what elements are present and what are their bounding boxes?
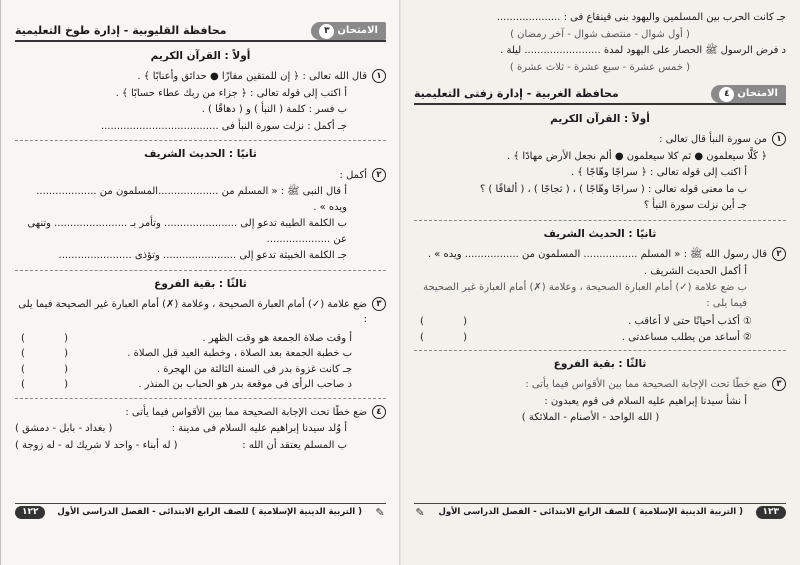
question-1: [414, 131, 786, 215]
exam-number: ٣: [319, 24, 334, 39]
answer-choices: ( الله الواحد - الأصنام - الملائكة ): [521, 412, 660, 424]
book-logo-icon: ✎: [375, 505, 385, 519]
question-number: ١: [372, 69, 386, 83]
sub-question: ب فسر : كلمة ( النبأ ) و ( دهاقًا ) .: [201, 104, 347, 116]
question-text: قال رسول الله ﷺ : « المسلم ................. المسلمون من ................. ويده » .: [427, 249, 767, 261]
question-text: من سورة النبأ قال تعالى :: [659, 134, 767, 146]
sub-question: جـ أكمل : نزلت سورة النبأ فى .....................................: [100, 120, 347, 132]
book-logo-icon: ✎: [415, 505, 425, 519]
question-number: ٣: [372, 297, 386, 311]
sub-question: جـ الكلمة الخبيثة تدعو إلى ....................... وتؤذى .......................: [58, 250, 347, 262]
divider: [15, 140, 386, 141]
answer-paren: ( ): [21, 348, 86, 360]
question-3: [15, 296, 386, 329]
question-number: ٣: [772, 377, 786, 391]
sub-question: أ اكتب إلى قوله تعالى : ﴿ سراجًا وهّاجًا ﴾ .: [570, 167, 747, 179]
true-false-row: ب خطبة الجمعة بعد الصلاة ، وخطبة العيد قبل الصلاة . ( ): [15, 346, 386, 362]
sub-question: د فرض الرسول ﷺ الحصار على اليهود لمدة ........................ ليلة .: [500, 45, 786, 56]
section-heading: ثالثًا : بقية الفروع: [553, 358, 647, 371]
sub-question: ب ضع علامة (✓) أمام العبارة الصحيحة ، وعلامة (✗) أمام العبارة غير الصحيحة فيما يلى :: [423, 282, 747, 309]
question-text: ضع خطًا تحت الإجابة الصحيحة مما بين الأقواس فيما يأتى :: [125, 406, 367, 418]
question-3: [414, 376, 786, 427]
section-heading: ثالثًا : بقية الفروع: [154, 277, 247, 290]
question-1: [15, 68, 386, 135]
divider: [414, 350, 786, 351]
answer-paren: ( ): [420, 316, 485, 328]
true-false-row: جـ كانت غزوة بدر فى السنة الثالثة من الهجرة . ( ): [15, 362, 386, 378]
exam-banner: [15, 22, 386, 42]
question-text: قال الله تعالى : ﴿ إن للمتقين مفازًا ● حدائق وأعنابًا ﴾ .: [137, 71, 367, 83]
question-2: [414, 246, 786, 312]
exam-badge-label: الامتحان: [737, 88, 778, 100]
answer-choices: ( له أبناء - واحد لا شريك له - له زوجة ): [15, 439, 178, 451]
sub-question: ب الكلمة الطيبة تدعو إلى ....................... وتأمر بـ ....................... وتنهى عن ....................: [27, 218, 347, 245]
footer-text: ( التربية الدينية الإسلامية ) للصف الرابع الابتدائى - الفصل الدراسى الأول: [57, 506, 363, 517]
answer-choices: ( خمس عشرة - سبع عشرة - ثلاث عشرة ): [509, 61, 691, 73]
answer-paren: ( ): [21, 363, 86, 375]
page-number: ١٢٢: [15, 506, 45, 520]
question-number: ٢: [372, 168, 386, 182]
sub-question: ب المسلم يعتقد أن الله :: [242, 439, 347, 451]
question-number: ٢: [772, 247, 786, 261]
question-number: ٤: [372, 405, 386, 419]
sub-question: جـ كانت الحرب بين المسلمين واليهود بنى قينقاع فى : ....................: [496, 12, 786, 23]
page-footer: [15, 503, 386, 519]
section-heading: أولاً : القرآن الكريم: [150, 50, 251, 62]
exam-badge: [311, 22, 386, 40]
true-false-row: أ وقت صلاة الجمعة هو وقت الظهر . ( ): [15, 331, 386, 347]
divider: [414, 220, 786, 221]
page-number: ١٢٣: [756, 506, 786, 520]
divider: [15, 398, 386, 399]
true-false-row: ① أكذب أحيانًا حتى لا أعاقب . ( ): [414, 314, 786, 330]
footer-text: ( التربية الدينية الإسلامية ) للصف الرابع الابتدائى - الفصل الدراسى الأول: [438, 506, 744, 517]
sub-question: أ نشأ سيدنا إبراهيم عليه السلام فى قوم يعبدون :: [544, 395, 747, 407]
answer-paren: ( ): [21, 379, 86, 391]
sub-question: جـ أين نزلت سورة النبأ ؟: [643, 200, 747, 212]
question-4: [15, 404, 386, 455]
question-text: أكمل :: [339, 169, 367, 181]
question-2: [15, 167, 386, 265]
section-heading: ثانيًا : الحديث الشريف: [144, 148, 257, 161]
exam-badge-label: الامتحان: [337, 25, 378, 37]
exam-title: محافظة الغربية - إدارة زفتى التعليمية: [414, 87, 619, 101]
exam-title: محافظة القليوبية - إدارة طوخ التعليمية: [15, 24, 227, 38]
answer-choices: ( بغداد - بابل - دمشق ): [15, 423, 113, 435]
question-text: ضع علامة (✓) أمام العبارة الصحيحة ، وعلامة (✗) أمام العبارة غير الصحيحة فيما يلى :: [18, 298, 367, 326]
exam-number: ٤: [719, 87, 734, 102]
sub-question: أ اكتب إلى قوله تعالى : ﴿ جزاء من ربك عطاء حسابًا ﴾ .: [115, 87, 347, 99]
ayah-text: ﴿ كَلَّا سيعلمون ● ثم كلا سيعلمون ● ألم نجعل الأرض مهادًا ﴾ .: [507, 150, 767, 162]
exam-banner: [414, 85, 786, 105]
page-fold: [399, 0, 401, 565]
sub-question: أ قال النبى ﷺ : « المسلم من ...................المسلمون من ................... ويده » .: [36, 186, 347, 213]
sub-question: ب ما معنى قوله تعالى : ( سراجًا وهّاجًا ) ، ( ثجاجًا ) ، ( ألفافًا ) ؟: [479, 183, 747, 195]
exam-badge: [711, 85, 786, 103]
sub-question: أ أكمل الحديث الشريف .: [643, 265, 747, 277]
left-page: [400, 0, 800, 565]
sub-question: أ وُلد سيدنا إبراهيم عليه السلام فى مدينة :: [171, 423, 347, 435]
section-heading: أولاً : القرآن الكريم: [550, 113, 650, 125]
page-footer: [414, 503, 786, 519]
true-false-row: د صاحب الرأى فى موقعة بدر هو الحباب بن المنذر . ( ): [15, 377, 386, 393]
section-heading: ثانيًا : الحديث الشريف: [543, 227, 657, 240]
question-number: ١: [772, 132, 786, 146]
answer-paren: ( ): [21, 332, 86, 344]
answer-choices: ( أول شوال - منتصف شوال - آخر رمضان ): [510, 28, 690, 40]
divider: [15, 270, 386, 271]
answer-paren: ( ): [420, 331, 485, 343]
true-false-row: ② أساعد من يطلب مساعدتى . ( ): [414, 330, 786, 346]
question-text: ضع خطًا تحت الإجابة الصحيحة مما بين الأقواس فيما يأتى :: [525, 379, 767, 391]
